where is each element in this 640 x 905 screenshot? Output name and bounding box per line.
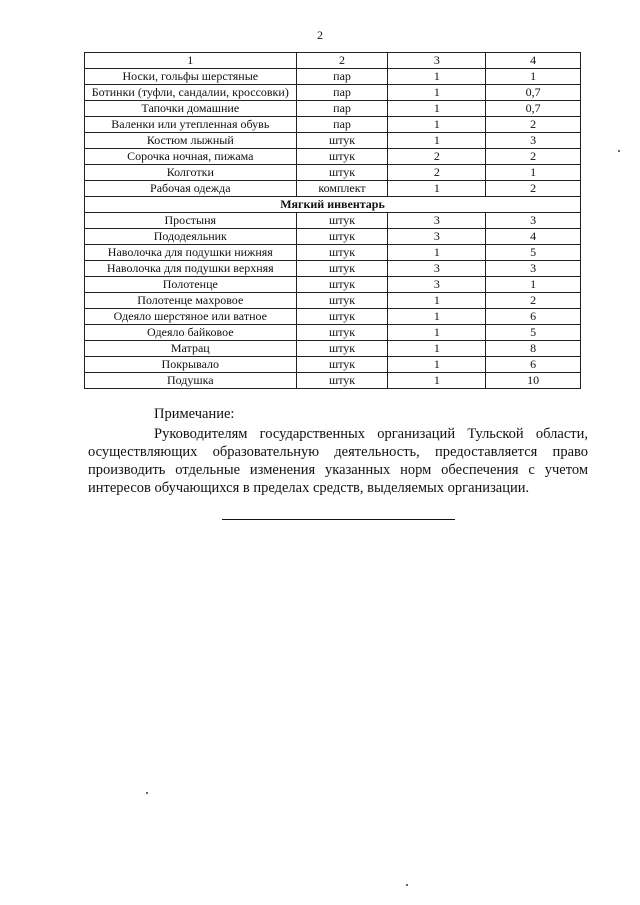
scan-speck — [146, 792, 148, 794]
item-name-cell: Тапочки домашние — [85, 101, 297, 117]
column-4-cell: 2 — [486, 181, 581, 197]
column-4-cell: 5 — [486, 245, 581, 261]
column-3-cell: 1 — [388, 309, 486, 325]
column-4-cell: 1 — [486, 165, 581, 181]
table-row — [85, 245, 581, 261]
scan-speck — [618, 150, 620, 152]
table-row — [85, 165, 581, 181]
column-4-cell: 4 — [486, 229, 581, 245]
column-3-cell: 1 — [388, 85, 486, 101]
unit-cell: штук — [296, 133, 388, 149]
table-row — [85, 261, 581, 277]
unit-cell: штук — [296, 261, 388, 277]
column-3-cell: 1 — [388, 181, 486, 197]
column-number-2: 2 — [296, 53, 388, 69]
table-row — [85, 309, 581, 325]
table-row — [85, 149, 581, 165]
item-name-cell: Ботинки (туфли, сандалии, кроссовки) — [85, 85, 297, 101]
end-of-document-rule — [222, 519, 455, 520]
item-name-cell: Пододеяльник — [85, 229, 297, 245]
table-row — [85, 293, 581, 309]
column-number-1: 1 — [85, 53, 297, 69]
column-3-cell: 2 — [388, 149, 486, 165]
column-4-cell: 1 — [486, 277, 581, 293]
column-3-cell: 1 — [388, 325, 486, 341]
column-3-cell: 3 — [388, 213, 486, 229]
column-3-cell: 1 — [388, 293, 486, 309]
column-4-cell: 5 — [486, 325, 581, 341]
item-name-cell: Рабочая одежда — [85, 181, 297, 197]
column-3-cell: 1 — [388, 373, 486, 389]
column-4-cell: 1 — [486, 69, 581, 85]
item-name-cell: Наволочка для подушки нижняя — [85, 245, 297, 261]
table-row — [85, 229, 581, 245]
column-4-cell: 3 — [486, 133, 581, 149]
column-4-cell: 2 — [486, 293, 581, 309]
table-body — [85, 53, 581, 389]
column-4-cell: 3 — [486, 213, 581, 229]
column-3-cell: 1 — [388, 245, 486, 261]
table-row — [85, 181, 581, 197]
column-3-cell: 3 — [388, 229, 486, 245]
item-name-cell: Полотенце махровое — [85, 293, 297, 309]
table-row — [85, 277, 581, 293]
item-name-cell: Сорочка ночная, пижама — [85, 149, 297, 165]
column-4-cell: 6 — [486, 309, 581, 325]
table-header-row — [85, 53, 581, 69]
column-4-cell: 8 — [486, 341, 581, 357]
page-number: 2 — [317, 28, 323, 42]
table-row — [85, 69, 581, 85]
item-name-cell: Полотенце — [85, 277, 297, 293]
column-4-cell: 0,7 — [486, 85, 581, 101]
item-name-cell: Валенки или утепленная обувь — [85, 117, 297, 133]
item-name-cell: Подушка — [85, 373, 297, 389]
table-row — [85, 101, 581, 117]
column-3-cell: 1 — [388, 357, 486, 373]
column-4-cell: 0,7 — [486, 101, 581, 117]
unit-cell: штук — [296, 341, 388, 357]
table-row — [85, 357, 581, 373]
column-3-cell: 1 — [388, 117, 486, 133]
item-name-cell: Костюм лыжный — [85, 133, 297, 149]
table-row — [85, 213, 581, 229]
note-block — [88, 405, 588, 497]
column-3-cell: 1 — [388, 101, 486, 117]
column-4-cell: 10 — [486, 373, 581, 389]
unit-cell: штук — [296, 213, 388, 229]
unit-cell: штук — [296, 373, 388, 389]
unit-cell: штук — [296, 277, 388, 293]
column-3-cell: 3 — [388, 261, 486, 277]
item-name-cell: Простыня — [85, 213, 297, 229]
section-title: Мягкий инвентарь — [85, 197, 581, 213]
column-3-cell: 2 — [388, 165, 486, 181]
column-number-4: 4 — [486, 53, 581, 69]
item-name-cell: Наволочка для подушки верхняя — [85, 261, 297, 277]
column-4-cell: 3 — [486, 261, 581, 277]
scan-speck — [406, 884, 408, 886]
item-name-cell: Носки, гольфы шерстяные — [85, 69, 297, 85]
table-row — [85, 117, 581, 133]
note-title: Примечание: — [154, 406, 235, 422]
unit-cell: комплект — [296, 181, 388, 197]
table-row — [85, 325, 581, 341]
unit-cell: штук — [296, 229, 388, 245]
section-row — [85, 197, 581, 213]
unit-cell: штук — [296, 245, 388, 261]
column-3-cell: 1 — [388, 133, 486, 149]
table-row — [85, 133, 581, 149]
column-3-cell: 1 — [388, 341, 486, 357]
unit-cell: пар — [296, 69, 388, 85]
table-row — [85, 373, 581, 389]
column-3-cell: 1 — [388, 69, 486, 85]
table-row — [85, 85, 581, 101]
column-4-cell: 6 — [486, 357, 581, 373]
unit-cell: штук — [296, 325, 388, 341]
column-3-cell: 3 — [388, 277, 486, 293]
unit-cell: штук — [296, 309, 388, 325]
item-name-cell: Одеяло шерстяное или ватное — [85, 309, 297, 325]
item-name-cell: Покрывало — [85, 357, 297, 373]
note-text: Руководителям государственных организаций Тульской области, осуществляющих образовательную деятельность, предоставляется право производить отдельные изменения указанных норм обеспечения с учетом интересов обучающихся в пределах средств, выделяемых организации. — [88, 426, 588, 496]
item-name-cell: Одеяло байковое — [85, 325, 297, 341]
column-4-cell: 2 — [486, 149, 581, 165]
table-row — [85, 341, 581, 357]
column-number-3: 3 — [388, 53, 486, 69]
unit-cell: пар — [296, 101, 388, 117]
unit-cell: пар — [296, 85, 388, 101]
unit-cell: штук — [296, 149, 388, 165]
column-4-cell: 2 — [486, 117, 581, 133]
unit-cell: штук — [296, 357, 388, 373]
item-name-cell: Матрац — [85, 341, 297, 357]
unit-cell: пар — [296, 117, 388, 133]
unit-cell: штук — [296, 165, 388, 181]
unit-cell: штук — [296, 293, 388, 309]
item-name-cell: Колготки — [85, 165, 297, 181]
supply-norms-table — [84, 52, 581, 389]
